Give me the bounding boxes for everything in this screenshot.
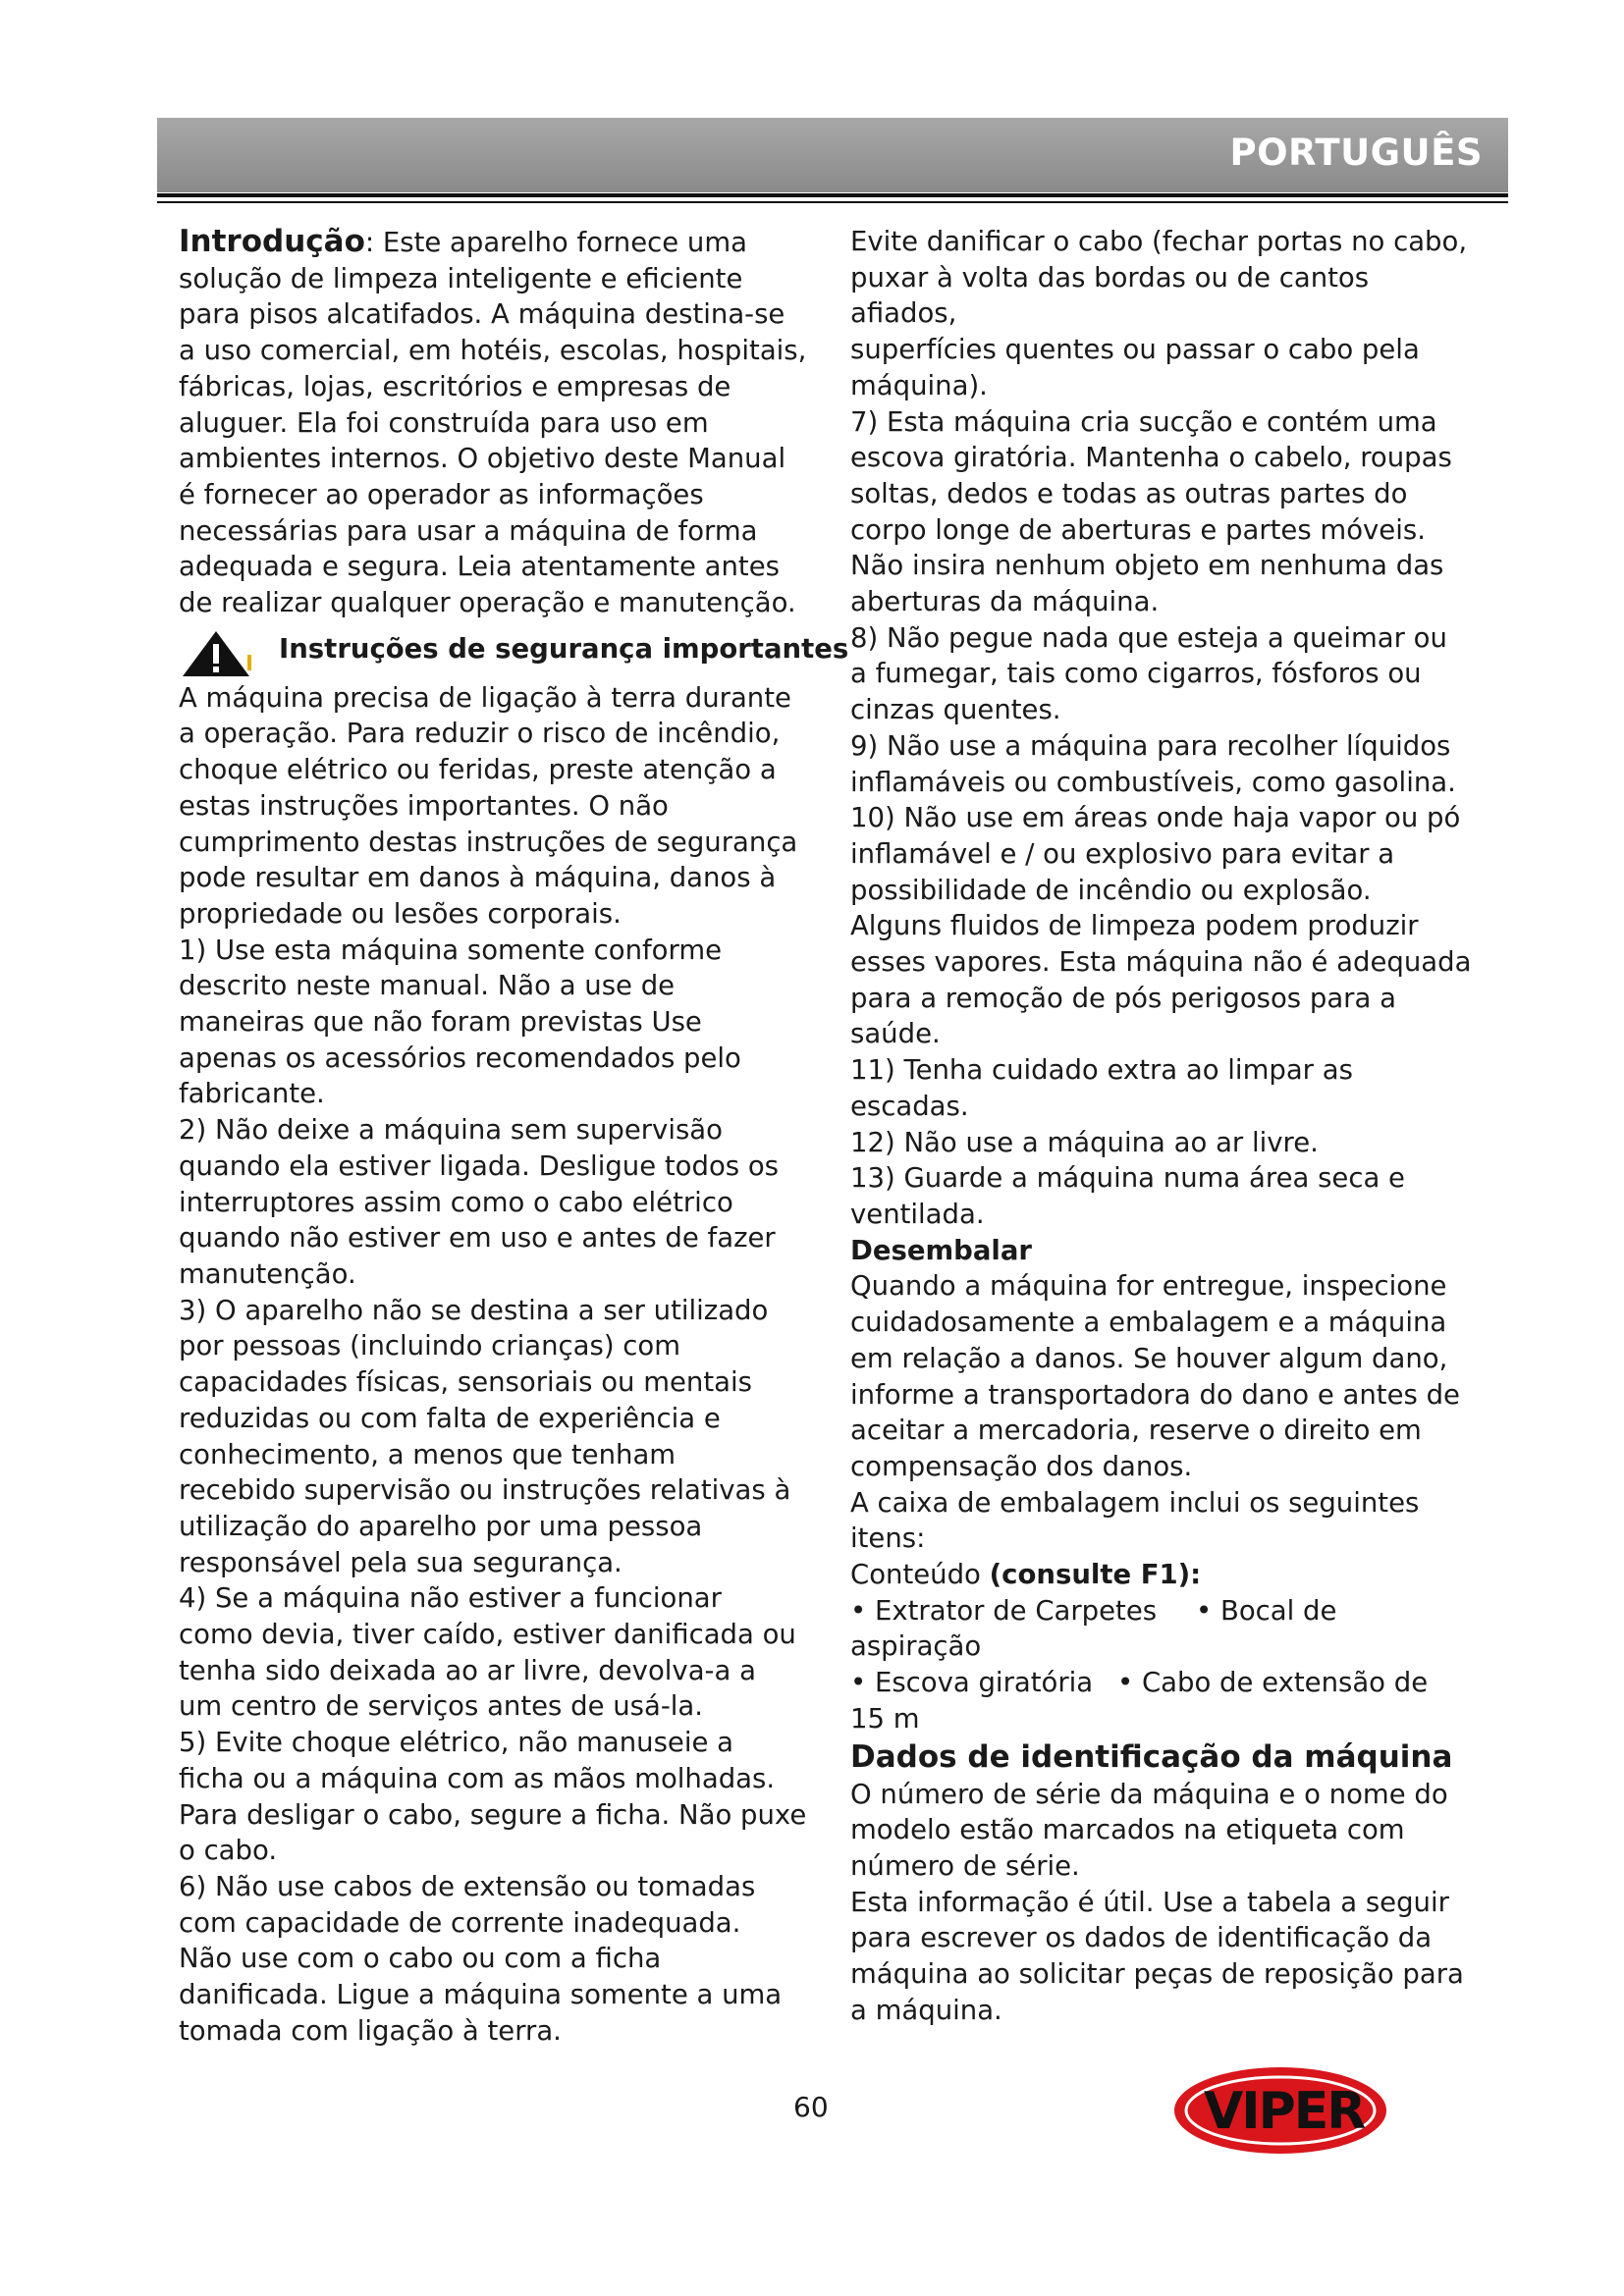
- safety-item-5: 5) Evite choque elétrico, não manuseie a ficha ou a máquina com as mãos molhadas. Para desligar o cabo, segure a ficha. Não puxe o cabo.: [179, 1727, 807, 1867]
- safety-item-1: 1) Use esta máquina somente conforme descrito neste manual. Não a use de maneiras que não foram previstas Use apenas os acessórios recomendados pelo fabricante.: [179, 934, 741, 1110]
- contents-line: [850, 1557, 1479, 1593]
- contents-item-nozzle: • Bocal de: [1196, 1594, 1337, 1627]
- cable-paragraph: Evite danificar o cabo (fechar portas no cabo, puxar à volta das bordas ou de cantos afiados, superfícies quentes ou passar o cabo pela máquina).: [850, 226, 1468, 401]
- left-column: [179, 224, 849, 2049]
- contents-item-carpet-extractor: • Extrator de Carpetes: [850, 1594, 1158, 1627]
- contents-row-2: [850, 1665, 1479, 1701]
- viper-logo: [1164, 2061, 1430, 2156]
- contents-label: Conteúdo: [850, 1559, 990, 1591]
- warning-triangle-icon: [181, 629, 255, 678]
- safety-paragraph: A máquina precisa de ligação à terra durante a operação. Para reduzir o risco de incêndio, choque elétrico ou feridas, preste atenção a estas instruções importantes. O não cumprimento destas instruções de segurança pode resultar em danos à máquina, danos à propriedade ou lesões corporais.: [179, 681, 798, 930]
- safety-item-11: 11) Tenha cuidado extra ao limpar as escadas.: [850, 1054, 1353, 1122]
- safety-item-7: 7) Esta máquina cria sucção e contém uma escova giratória. Mantenha o cabelo, roupas soltas, dedos e todas as outras partes do corpo longe de aberturas e partes móveis. Não insira nenhum objeto em nenhuma das aberturas da máquina.: [850, 405, 1452, 618]
- header-divider-thin: [157, 201, 1508, 203]
- safety-item-8: 8) Não pegue nada que esteja a queimar ou a fumegar, tais como cigarros, fósforos ou cinzas quentes.: [850, 621, 1447, 726]
- safety-heading-row: [179, 625, 849, 680]
- unpack-paragraph: Quando a máquina for entregue, inspecione cuidadosamente a embalagem e a máquina em relação a danos. Se houver algum dano, informe a transportadora do dano e antes de aceitar a mercadoria, reserve o direito em compensação dos danos. A caixa de embalagem inclui os seguintes itens:: [850, 1270, 1460, 1555]
- safety-item-9: 9) Não use a máquina para recolher líquidos inflamáveis ou combustíveis, como gasolina.: [850, 729, 1456, 798]
- language-title: PORTUGUÊS: [1229, 132, 1483, 174]
- safety-heading: Instruções de segurança importantes: [279, 632, 849, 665]
- viper-logo-text: VIPER: [1204, 2082, 1365, 2141]
- right-column: [850, 224, 1479, 2028]
- safety-item-4: 4) Se a máquina não estiver a funcionar como devia, tiver caído, estiver danificada ou tenha sido deixada ao ar livre, devolva-a a um centro de serviços antes de usá-la.: [179, 1582, 796, 1723]
- machine-id-paragraph: O número de série da máquina e o nome do modelo estão marcados na etiqueta com número de série. Esta informação é útil. Use a tabela a seguir para escrever os dados de identificação da máquina ao solicitar peças de reposição para a máquina.: [850, 1778, 1464, 2026]
- safety-item-2: 2) Não deixe a máquina sem supervisão quando ela estiver ligada. Desligue todos os interruptores assim como o cabo elétrico quando não estiver em uso e antes de fazer manutenção.: [179, 1114, 779, 1290]
- safety-item-10: 10) Não use em áreas onde haja vapor ou pó inflamável e / ou explosivo para evitar a possibilidade de incêndio ou explosão. Alguns fluidos de limpeza podem produzir esses vapores. Esta máquina não é adequada para a remoção de pós perigosos para a saúde.: [850, 802, 1472, 1050]
- page-number: 60: [793, 2091, 829, 2123]
- safety-item-6: 6) Não use cabos de extensão ou tomadas com capacidade de corrente inadequada. Não use com o cabo ou com a ficha danificada. Ligue a máquina somente a uma tomada com ligação à terra.: [179, 1870, 783, 2047]
- safety-item-3: 3) O aparelho não se destina a ser utilizado por pessoas (incluindo crianças) com capacidades físicas, sensoriais ou mentais reduzidas ou com falta de experiência e conhecimento, a menos que tenham recebido supervisão ou instruções relativas à utilização do aparelho por uma pessoa responsável pela sua segurança.: [179, 1294, 791, 1578]
- machine-id-heading: Dados de identificação da máquina: [850, 1738, 1453, 1775]
- header-divider: [157, 193, 1508, 197]
- safety-item-12: 12) Não use a máquina ao ar livre.: [850, 1126, 1319, 1158]
- intro-text: : Este aparelho fornece uma solução de limpeza inteligente e eficiente para pisos alcatifados. A máquina destina-se a uso comercial, em hotéis, escolas, hospitais, fábricas, lojas, escritórios e empresas de aluguer. Ela foi construída para uso em ambientes internos. O objetivo deste Manual é fornecer ao operador as informações necessárias para usar a máquina de forma adequada e segura. Leia atentamente antes de realizar qualquer operação e manutenção.: [179, 227, 807, 619]
- contents-item-extension-cont: 15 m: [850, 1702, 920, 1735]
- contents-row-1: [850, 1593, 1479, 1629]
- contents-item-nozzle-cont: aspiração: [850, 1630, 982, 1663]
- language-header-bar: [157, 118, 1508, 192]
- safety-item-13: 13) Guarde a máquina numa área seca e ventilada.: [850, 1162, 1405, 1230]
- contents-item-extension-cable: • Cabo de extensão de: [1117, 1667, 1429, 1699]
- intro-paragraph: [179, 224, 817, 621]
- unpack-heading: Desembalar: [850, 1234, 1032, 1266]
- contents-figure-ref: (consulte F1):: [989, 1559, 1202, 1591]
- contents-item-brush: • Escova giratória: [850, 1667, 1094, 1699]
- intro-heading: Introdução: [179, 224, 365, 259]
